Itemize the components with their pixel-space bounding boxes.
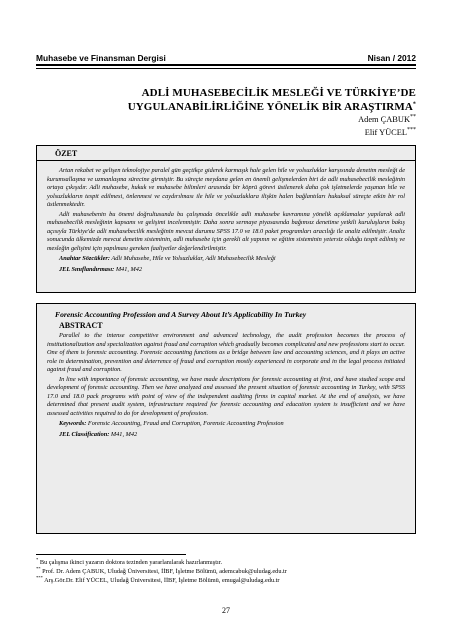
ozet-heading-rule [37,160,415,161]
ozet-paragraph-1: Artan rekabet ve gelişen teknolojiye paralel gün geçtikçe giderek karmaşık hale gelen hile ve yolsuzluklar karşısında denetim mesleği de kurumsallaşma ve uzmanlaşma sürecine girmiştir. Bu süreçte meydana gelen en önemli gelişmelerden biri de adli muhasebecilik mesleğinin ortaya çıkışıdır. Adli muhasebe, hukuk ve muhasebe bilimleri arasında bir köprü görevi üstlenerek daha çok işletmelerde yaşanan hile ve yolsuzlukların tespit edilmesi, önlenmesi ve caydırılması ile hile ve yolsuzluklara ilişkin halen bağlantıları hukuksal süreçte etkin bir rol üstlenmektedir. [47,167,405,209]
abstract-heading: ABSTRACT [59,321,103,330]
abstract-box [36,303,416,534]
header-rule [36,64,416,66]
ozet-paragraph-2: Adli muhasebenin bu önemi doğrultusunda bu çalışmada öncelikle adli muhasebe kavramına yönelik açıklamalar yapılarak adli muhasebecilik mesleğinin kapsamı ve gelişimi incelenmiştir. Daha sonra sermaye piyasasında bağımsız denetime yetkili kuruluşların bakış açısıyla Türkiye'de adli muhasebecilik mesleğinin mevcut durumu SPSS 17.0 ve 18.0 paket programları aracılığı ile analiz edilmiştir. Analiz sonucunda ülkemizde mevcut denetim sisteminin, adli muhasebe için gerekli alt yapının ve eğitim sisteminin yetersiz olduğu tespit edilmiş ve mesleğin gelişimi için yapılması gereken faaliyetler değerlendirilmiştir. [47,210,405,252]
abstract-paragraph-2: In line with importance of forensic accounting, we have made descriptions for forensic accounting at first, and have studied scope and development of forensic accounting. Then we have analyzed and assessed the present situation of forensic accounting in Turkey, with SPSS 17.0 and 18.0 pack programs with point of view of the independent auditing firms in capital market. At the end of analysis, we have determined that present audit system, infrastructure required for forensic accounting and education system is insufficient and we have assessed activities required to do for development of profession. [47,375,405,417]
author-1: Adem ÇABUK** [358,114,416,124]
abstract-paragraph-1: Parallel to the intense competitive environment and advanced technology, the audit profession becomes the process of institutionalization and specialization against fraud and corruption which gradually becomes complicated and new professions start to occur. One of them is forensic accounting. Forensic accounting functions as a bridge between law and accounting sciences, and it plays an active role in determination, prevention and deterrence of fraud and corruption mostly experienced in corporate and in the legal process initiated against fraud and corruption. [47,332,405,374]
article-title [40,86,416,114]
running-header [36,53,416,63]
title-footnote-mark: * [412,101,416,108]
title-line-2: UYGULANABİLİRLİĞİNE YÖNELİK BİR ARAŞTIRMA [127,101,413,113]
abstract-keywords: Keywords: Forensic Accounting, Fraud and Corruption, Forensic Accounting Profession [59,420,284,428]
journal-name: Muhasebe ve Finansman Dergisi [36,53,166,63]
title-line-1: ADLİ MUHASEBECİLİK MESLEĞİ VE TÜRKİYE’DE [141,87,416,99]
ozet-heading: ÖZET [55,149,78,158]
author-list [358,114,416,139]
ozet-jel: JEL Sınıflandırması: M41, M42 [59,266,143,274]
footnote-1: * Bu çalışma ikinci yazarın doktora tezinden yararlanılarak hazırlanmıştır. [36,556,223,566]
english-title: Forensic Accounting Profession and A Survey About It’s Applicability In Turkey [55,310,307,319]
ozet-keywords: Anahtar Sözcükler: Adli Muhasebe, Hile ve Yolsuzluklar, Adli Muhasebecilik Mesleği [59,255,276,263]
footnote-rule [36,554,186,555]
abstract-jel: JEL Classification: M41, M42 [59,431,138,439]
ozet-box [36,145,416,293]
footnote-3: *** Arş.Gör.Dr. Elif YÜCEL, Uludağ Üniversitesi, İİBF, İşletme Bölümü, emugal@uludag.edu.tr [36,574,280,584]
author-2: Elif YÜCEL*** [364,126,416,137]
page-number: 27 [222,606,230,615]
header-rule-thin [36,68,416,69]
footnotes [36,558,416,585]
footnote-2: ** Prof. Dr. Adem ÇABUK, Uludağ Üniversitesi, İİBF, İşletme Bölümü, ademcabuk@uludag.edu.tr [36,565,287,575]
issue-date: Nisan / 2012 [367,53,416,63]
